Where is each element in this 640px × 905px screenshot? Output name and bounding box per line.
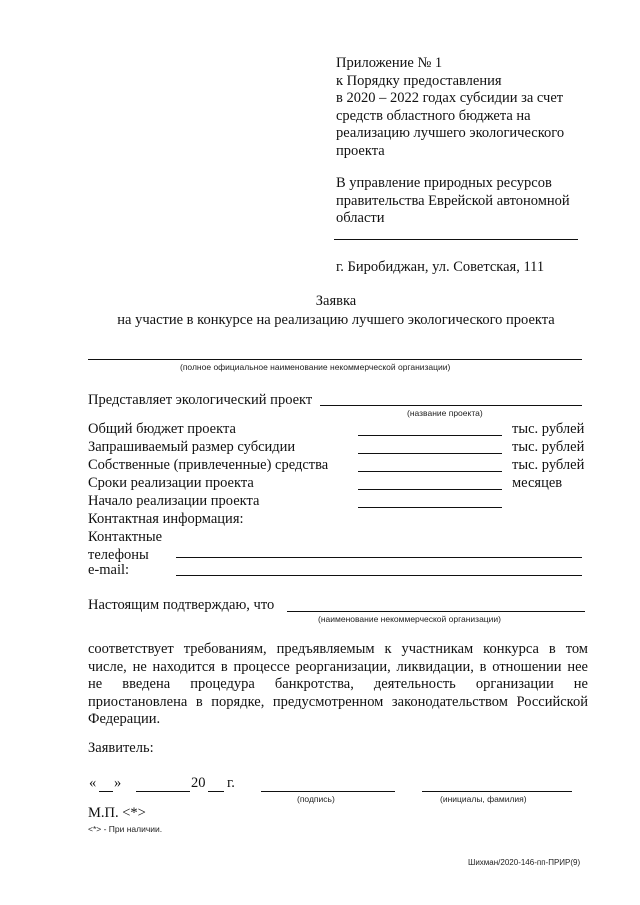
contacts-phones-line2: телефоны: [88, 546, 149, 563]
field-requested-subsidy-input[interactable]: [358, 453, 502, 454]
applicant-label: Заявитель:: [88, 740, 154, 756]
field-total-budget-label: Общий бюджет проекта: [88, 421, 236, 437]
field-total-budget-unit: тыс. рублей: [512, 421, 585, 437]
contacts-email-label: e-mail:: [88, 562, 130, 578]
document-code: Шихман/2020-146-пп-ПРИР(9): [468, 858, 581, 867]
initials-caption: (инициалы, фамилия): [440, 794, 527, 804]
addressee-block: [336, 175, 570, 228]
field-start-input[interactable]: [358, 507, 502, 508]
seal-label: М.П. <*>: [88, 805, 146, 821]
date-day-input[interactable]: [99, 791, 113, 792]
project-label: Представляет экологический проект: [88, 392, 313, 408]
org-name-field[interactable]: [88, 359, 582, 360]
appendix-line: реализацию лучшего экологического: [336, 125, 565, 141]
appendix-line: в 2020 – 2022 годах субсидии за счет: [336, 90, 564, 106]
confirm-paragraph: [88, 641, 588, 729]
field-own-funds-unit: тыс. рублей: [512, 457, 585, 473]
confirm-paragraph-line: приостановлена в порядке, предусмотренном законодательством Российской: [88, 693, 588, 710]
date-quote-close: »: [114, 775, 122, 791]
confirm-label: Настоящим подтверждаю, что: [88, 597, 275, 613]
field-requested-subsidy-unit: тыс. рублей: [512, 439, 585, 455]
field-own-funds-label: Собственные (привлеченные) средства: [88, 457, 329, 473]
date-quote-open: «: [89, 775, 97, 791]
addressee-line: В управление природных ресурсов: [336, 175, 552, 191]
field-duration-input[interactable]: [358, 489, 502, 490]
appendix-block: [336, 55, 564, 160]
confirm-paragraph-line: Федерации.: [88, 711, 161, 727]
field-duration-unit: месяцев: [512, 475, 563, 491]
org-name-caption: (полное официальное наименование некоммерческой организации): [180, 362, 451, 372]
field-own-funds-input[interactable]: [358, 471, 502, 472]
contacts-phones-label: [88, 529, 162, 564]
addressee-address: г. Биробиджан, ул. Советская, 111: [336, 259, 545, 275]
form-subtitle: на участие в конкурсе на реализацию лучшего экологического проекта: [117, 312, 555, 328]
date-year-input[interactable]: [208, 791, 224, 792]
project-caption: (название проекта): [407, 408, 483, 418]
date-month-input[interactable]: [136, 791, 190, 792]
contacts-email-input[interactable]: [176, 575, 582, 576]
appendix-line: проекта: [336, 142, 385, 159]
confirm-caption: (наименование некоммерческой организации): [318, 614, 502, 624]
appendix-title: Приложение № 1: [336, 55, 443, 71]
appendix-line: к Порядку предоставления: [336, 72, 502, 89]
project-name-field[interactable]: [320, 405, 582, 406]
confirm-paragraph-line: не введена процедура банкротства, деятельность организации не: [88, 676, 588, 692]
initials-input[interactable]: [422, 791, 572, 792]
seal-footnote: <*> - При наличии.: [88, 824, 163, 834]
form-title: Заявка: [315, 293, 357, 309]
appendix-line: средств областного бюджета на: [336, 107, 531, 124]
field-duration-label: Сроки реализации проекта: [88, 475, 254, 491]
addressee-signature-line[interactable]: [334, 239, 578, 240]
confirm-org-input[interactable]: [287, 611, 585, 612]
addressee-line: области: [336, 210, 385, 226]
field-start-label: Начало реализации проекта: [88, 493, 260, 509]
signature-caption: (подпись): [297, 794, 335, 804]
contacts-header: Контактная информация:: [88, 511, 244, 527]
confirm-paragraph-line: соответствует требованиям, предъявляемым к участникам конкурса в том: [88, 641, 588, 657]
field-requested-subsidy-label: Запрашиваемый размер субсидии: [88, 439, 296, 455]
field-total-budget-input[interactable]: [358, 435, 502, 436]
confirm-paragraph-line: числе, не находится в процессе реорганизации, ликвидации, в отношении нее: [88, 658, 588, 675]
contacts-phones-input[interactable]: [176, 557, 582, 558]
signature-input[interactable]: [261, 791, 395, 792]
addressee-line: правительства Еврейской автономной: [336, 192, 570, 209]
contacts-phones-line1: Контактные: [88, 529, 163, 545]
date-year-suffix: г.: [227, 775, 235, 791]
date-year-prefix: 20: [191, 775, 206, 791]
